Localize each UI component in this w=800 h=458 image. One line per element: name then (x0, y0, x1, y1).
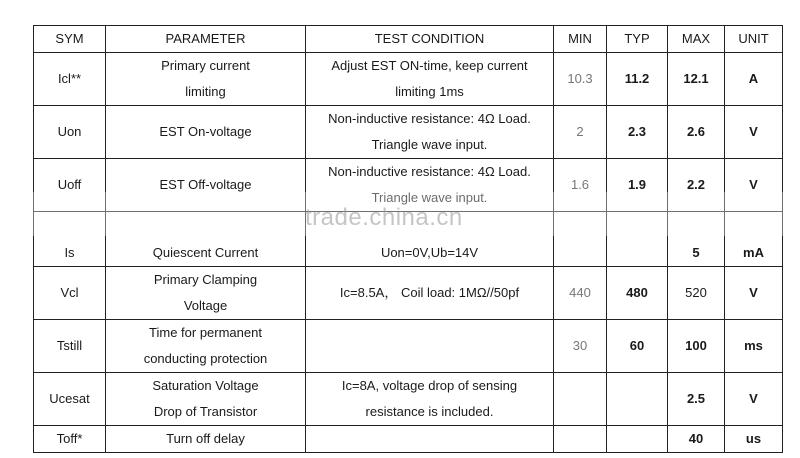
cell-unit: V (725, 106, 783, 159)
cell-condition-line: resistance is included. (365, 404, 494, 419)
col-header-min: MIN (554, 26, 607, 53)
cell-max: 100 (668, 320, 725, 373)
cell-sym: Tstill (34, 320, 106, 373)
cell-parameter (106, 106, 306, 159)
cell-sym: Vcl (34, 267, 106, 320)
cell-sym: Uoff (34, 159, 106, 212)
cell-condition-line: Uon=0V,Ub=14V (380, 245, 479, 260)
cell-condition-line: Ic=8.5A， Coil load: 1MΩ//50pf (339, 285, 520, 300)
cell-parameter (106, 159, 306, 212)
table-row (34, 373, 783, 426)
cell-unit: us (725, 426, 783, 453)
cell-unit: V (725, 267, 783, 320)
cell-parameter-line: limiting (185, 84, 226, 99)
cell-max: 520 (668, 267, 725, 320)
cell-min (554, 212, 607, 267)
cell-condition-line: Triangle wave input. (371, 137, 488, 152)
table-row (34, 159, 783, 212)
cell-max: 2.5 (668, 373, 725, 426)
table-row (34, 53, 783, 106)
table-row (34, 106, 783, 159)
cell-parameter-line: EST On-voltage (159, 124, 252, 139)
col-header-sym: SYM (34, 26, 106, 53)
cell-min: 10.3 (554, 53, 607, 106)
cell-unit: V (725, 159, 783, 212)
cell-test-condition (306, 426, 554, 453)
col-header-max: MAX (668, 26, 725, 53)
cell-sym: Toff* (34, 426, 106, 453)
spec-table (33, 25, 783, 453)
cell-min: 440 (554, 267, 607, 320)
cell-typ: 480 (607, 267, 668, 320)
col-header-unit: UNIT (725, 26, 783, 53)
cell-sym: Is (34, 212, 106, 267)
cell-condition-line: Non-inductive resistance: 4Ω Load. (328, 111, 531, 126)
cell-max: 12.1 (668, 53, 725, 106)
cell-typ (607, 426, 668, 453)
cell-parameter-line: Voltage (183, 298, 228, 313)
cell-sym: Icl** (34, 53, 106, 106)
cell-typ: 1.9 (607, 159, 668, 212)
cell-condition-line: Adjust EST ON-time, keep current (331, 58, 528, 73)
cell-max: 5 (668, 212, 725, 267)
col-header-parameter: PARAMETER (106, 26, 306, 53)
cell-sym: Ucesat (34, 373, 106, 426)
watermark-text: trade.china.cn (305, 204, 463, 231)
table-row (34, 320, 783, 373)
cell-parameter (106, 426, 306, 453)
cell-condition-line: Ic=8A, voltage drop of sensing (341, 378, 518, 393)
cell-sym: Uon (34, 106, 106, 159)
cell-typ (607, 212, 668, 267)
cell-min: 30 (554, 320, 607, 373)
cell-parameter-line: Turn off delay (166, 431, 245, 446)
header-row (34, 26, 783, 53)
cell-parameter (106, 53, 306, 106)
cell-parameter (106, 373, 306, 426)
cell-condition-line: Non-inductive resistance: 4Ω Load. (328, 164, 531, 179)
cell-typ: 60 (607, 320, 668, 373)
cell-parameter (106, 320, 306, 373)
cell-min: 2 (554, 106, 607, 159)
cell-parameter-line: Saturation Voltage (152, 378, 259, 393)
cell-parameter-line: conducting protection (143, 351, 268, 366)
table-row (34, 267, 783, 320)
cell-min (554, 426, 607, 453)
cell-min: 1.6 (554, 159, 607, 212)
cell-max: 2.6 (668, 106, 725, 159)
cell-test-condition (306, 159, 554, 212)
cell-unit: mA (725, 212, 783, 267)
table-row (34, 426, 783, 453)
col-header-test-condition: TEST CONDITION (306, 26, 554, 53)
cell-condition-line: Triangle wave input. (371, 190, 488, 205)
col-header-typ: TYP (607, 26, 668, 53)
cell-parameter-line: Quiescent Current (152, 245, 259, 260)
cell-parameter (106, 267, 306, 320)
cell-unit: V (725, 373, 783, 426)
cell-test-condition (306, 212, 554, 267)
cell-parameter-line: Primary Clamping (153, 272, 258, 287)
cell-test-condition (306, 320, 554, 373)
cell-parameter-line: Primary current (161, 58, 250, 73)
cell-unit: ms (725, 320, 783, 373)
cell-max: 2.2 (668, 159, 725, 212)
cell-test-condition (306, 373, 554, 426)
cell-max: 40 (668, 426, 725, 453)
cell-parameter-line: Drop of Transistor (153, 404, 258, 419)
cell-typ: 2.3 (607, 106, 668, 159)
cell-parameter-line: EST Off-voltage (159, 177, 252, 192)
cell-test-condition (306, 53, 554, 106)
cell-test-condition (306, 267, 554, 320)
cell-condition-line: limiting 1ms (395, 84, 464, 99)
cell-test-condition (306, 106, 554, 159)
cell-parameter-line: Time for permanent (149, 325, 262, 340)
table-row (34, 212, 783, 267)
cell-unit: A (725, 53, 783, 106)
cell-parameter (106, 212, 306, 267)
cell-typ (607, 373, 668, 426)
cell-min (554, 373, 607, 426)
cell-typ: 11.2 (607, 53, 668, 106)
